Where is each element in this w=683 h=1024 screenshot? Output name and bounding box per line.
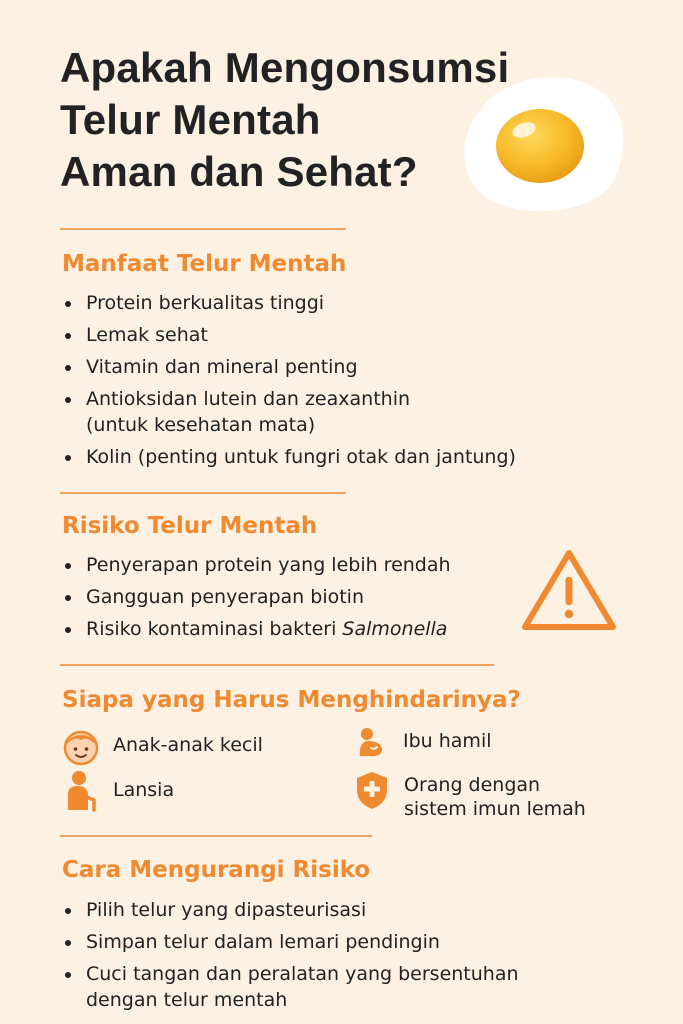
immune-label-line-2: sistem imun lemah <box>404 798 586 820</box>
list-item <box>62 386 516 438</box>
divider-3 <box>60 664 494 666</box>
group-elderly <box>62 770 174 812</box>
pregnant-woman-icon <box>356 726 386 758</box>
medical-shield-icon <box>354 770 390 810</box>
pregnant-label: Ibu hamil <box>403 730 492 752</box>
list-item: Kolin (penting untuk fungri otak dan jantung) <box>62 444 516 470</box>
list-item-line: dengan telur mentah <box>86 989 288 1011</box>
list-item-text: Risiko kontaminasi bakteri <box>86 618 343 640</box>
child-face-icon <box>62 728 100 766</box>
list-item <box>62 961 519 1013</box>
reduce-heading: Cara Mengurangi Risiko <box>62 857 371 883</box>
risks-heading: Risiko Telur Mentah <box>62 513 318 539</box>
list-item: Lemak sehat <box>62 322 516 348</box>
list-item <box>62 616 451 642</box>
reduce-list <box>62 897 519 1019</box>
fried-egg-icon <box>452 68 630 218</box>
title-line-3: Aman dan Sehat? <box>60 148 418 195</box>
group-weak-immune <box>354 770 586 821</box>
list-item-line: (untuk kesehatan mata) <box>86 414 316 436</box>
warning-triangle-icon <box>520 547 618 633</box>
list-item: Gangguan penyerapan biotin <box>62 584 451 610</box>
group-children <box>62 728 263 766</box>
list-item: Protein berkualitas tinggi <box>62 290 516 316</box>
list-item: Pilih telur yang dipasteurisasi <box>62 897 519 923</box>
benefits-list <box>62 290 516 476</box>
elderly-label: Lansia <box>113 779 175 801</box>
divider-4 <box>60 835 372 837</box>
list-item-line: Antioksidan lutein dan zeaxanthin <box>86 388 411 410</box>
children-label: Anak-anak kecil <box>113 734 263 756</box>
risks-list <box>62 552 451 648</box>
divider-1 <box>60 228 346 230</box>
title-line-2: Telur Mentah <box>60 96 321 143</box>
benefits-heading: Manfaat Telur Mentah <box>62 251 347 277</box>
list-item-line: Cuci tangan dan peralatan yang bersentuhan <box>86 963 519 985</box>
immune-label-line-1: Orang dengan <box>404 774 541 796</box>
list-item: Vitamin dan mineral penting <box>62 354 516 380</box>
group-pregnant <box>356 726 492 758</box>
list-item: Simpan telur dalam lemari pendingin <box>62 929 519 955</box>
title-line-1: Apakah Mengonsumsi <box>60 44 510 91</box>
page-title <box>60 42 509 198</box>
salmonella-text: Salmonella <box>342 618 448 640</box>
list-item: Penyerapan protein yang lebih rendah <box>62 552 451 578</box>
elderly-person-icon <box>62 770 100 812</box>
divider-2 <box>60 492 346 494</box>
avoid-heading: Siapa yang Harus Menghindarinya? <box>62 687 521 713</box>
